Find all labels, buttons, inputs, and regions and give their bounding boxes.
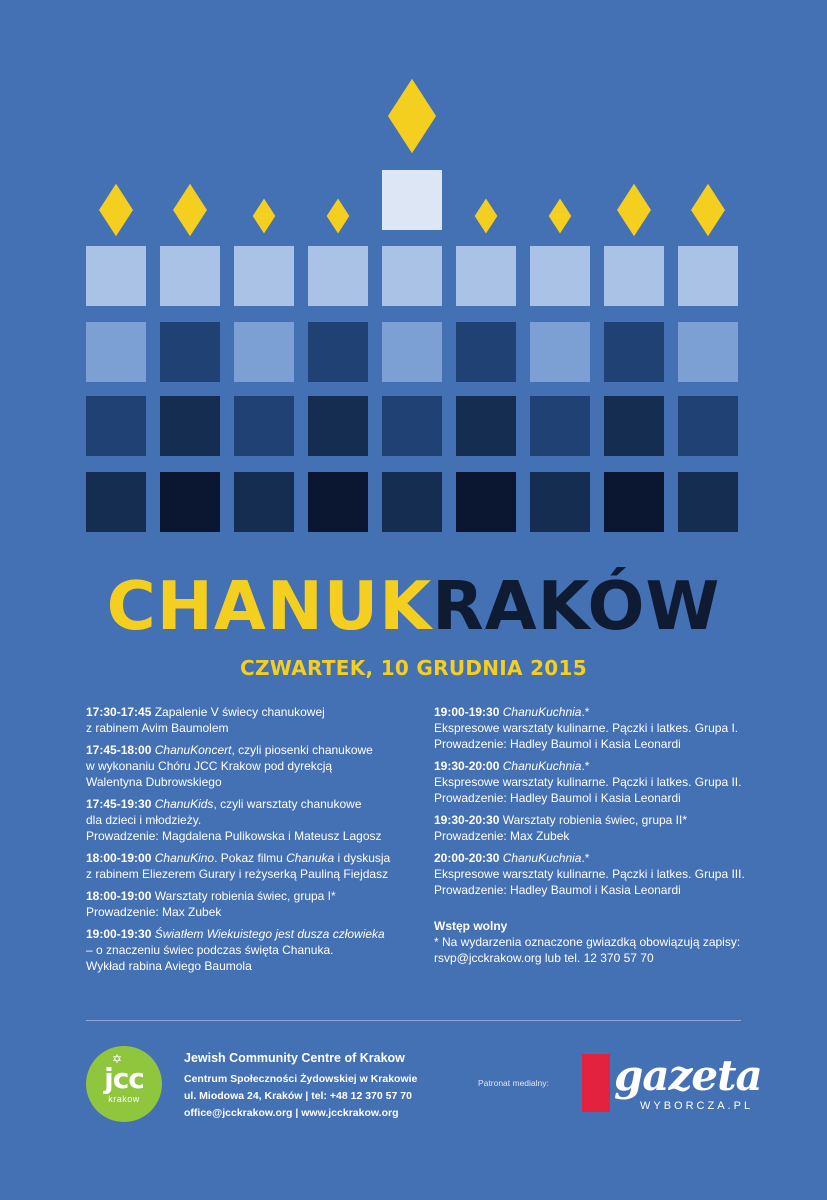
entry-line: Prowadzenie: Hadley Baumol i Kasia Leonardi (434, 883, 681, 897)
gazeta-logo-sub: WYBORCZA.PL (640, 1100, 754, 1112)
schedule-entry (86, 888, 406, 920)
menorah-square (530, 246, 590, 306)
entry-text: , czyli warsztaty chanukowe (213, 797, 362, 811)
event-title (0, 566, 827, 646)
flame-icon (388, 79, 436, 154)
menorah-square (678, 472, 738, 532)
flame-icon (691, 184, 725, 237)
entry-line: Prowadzenie: Hadley Baumol i Kasia Leonardi (434, 737, 681, 751)
entry-time: 19:00-19:30 (434, 705, 500, 719)
entry-line: Prowadzenie: Max Zubek (86, 905, 222, 919)
menorah-square (86, 322, 146, 382)
event-date: CZWARTEK, 10 GRUDNIA 2015 (240, 656, 587, 680)
entry-title: ChanuKuchnia (499, 705, 582, 719)
menorah-square (160, 396, 220, 456)
entry-time: 20:00-20:30 (434, 851, 500, 865)
divider (86, 1020, 741, 1021)
menorah-square (382, 322, 442, 382)
org-info (184, 1050, 424, 1122)
entry-time: 19:30-20:00 (434, 759, 500, 773)
entry-time: 17:30-17:45 (86, 705, 152, 719)
schedule-right (434, 704, 754, 966)
schedule-entry (86, 850, 406, 882)
flame-icon (617, 184, 651, 237)
entry-text: Warsztaty robienia świec, grupa II* (499, 813, 688, 827)
menorah-grid (0, 0, 827, 560)
free-entry-label: Wstęp wolny (434, 919, 508, 933)
entry-line: z rabinem Avim Baumolem (86, 721, 229, 735)
entry-line: Ekspresowe warsztaty kulinarne. Pączki i latkes. Grupa III. (434, 867, 745, 881)
org-name: Jewish Community Centre of Krakow (184, 1051, 405, 1065)
menorah-square (678, 322, 738, 382)
entry-title: Światłem Wiekuistego jest dusza człowieka (151, 927, 385, 941)
menorah-square (382, 396, 442, 456)
entry-line: z rabinem Eliezerem Gurary i reżyserką Pauliną Fiejdasz (86, 867, 389, 881)
logo-subtext: krakow (108, 1094, 140, 1104)
menorah-square (160, 246, 220, 306)
gazeta-logo-bar (582, 1054, 610, 1112)
gazeta-logo: gazeta (614, 1051, 762, 1100)
menorah-square (86, 246, 146, 306)
entry-line: Ekspresowe warsztaty kulinarne. Pączki i latkes. Grupa II. (434, 775, 742, 789)
menorah-square (604, 472, 664, 532)
entry-title-2: Chanuka (286, 851, 335, 865)
menorah-square (604, 246, 664, 306)
menorah-square (604, 396, 664, 456)
org-line-3: office@jcckrakow.org | www.jcckrakow.org (184, 1107, 399, 1119)
org-line-1: Centrum Społeczności Żydowskiej w Krakowie (184, 1073, 418, 1085)
menorah-square (678, 246, 738, 306)
flame-icon (99, 184, 133, 237)
flame-icon (327, 198, 350, 233)
entry-time: 18:00-19:00 (86, 889, 152, 903)
menorah-square (678, 396, 738, 456)
menorah-square (86, 396, 146, 456)
registration-note: * Na wydarzenia oznaczone gwiazdką obowiązują zapisy: (434, 935, 741, 949)
patronat-label: Patronat medialny: (478, 1078, 549, 1088)
flame-icon (173, 184, 207, 237)
entry-line: – o znaczeniu świec podczas święta Chanuka. (86, 943, 334, 957)
menorah-square (308, 322, 368, 382)
entry-title: ChanuKino (151, 851, 215, 865)
title-part-dark: RA (432, 567, 538, 645)
jcc-logo (86, 1046, 162, 1122)
schedule-left (86, 704, 406, 980)
menorah-square (456, 472, 516, 532)
entry-title: ChanuKuchnia (499, 759, 582, 773)
menorah-square (456, 396, 516, 456)
entry-text: Zapalenie V świecy chanukowej (151, 705, 325, 719)
menorah-square (456, 322, 516, 382)
entry-line: Prowadzenie: Magdalena Pulikowska i Mateusz Lagosz (86, 829, 382, 843)
menorah-square (160, 472, 220, 532)
menorah-square (382, 472, 442, 532)
schedule-entry (86, 926, 406, 974)
entry-line: Wykład rabina Aviego Baumola (86, 959, 252, 973)
menorah-square (234, 322, 294, 382)
entry-title: ChanuKoncert (151, 743, 232, 757)
title-part-dark-2: KÓW (537, 567, 721, 645)
menorah-square (234, 396, 294, 456)
entry-line: Ekspresowe warsztaty kulinarne. Pączki i latkes. Grupa I. (434, 721, 739, 735)
title-part-yellow: CHANUK (106, 567, 433, 645)
entry-time: 18:00-19:00 (86, 851, 152, 865)
menorah-square (308, 472, 368, 532)
flame-icon (475, 198, 498, 233)
entry-text: .* (581, 851, 590, 865)
entry-text: .* (581, 705, 590, 719)
flame-icon (549, 198, 572, 233)
shamash-candle (382, 170, 442, 230)
menorah-square (308, 396, 368, 456)
org-line-2: ul. Miodowa 24, Kraków | tel: +48 12 370 57 70 (184, 1090, 412, 1102)
logo-text: jcc (104, 1062, 144, 1095)
menorah-square (456, 246, 516, 306)
menorah-square (382, 246, 442, 306)
entry-line: Walentyna Dubrowskiego (86, 775, 222, 789)
star-icon: ✡ (112, 1052, 123, 1066)
menorah-square (530, 396, 590, 456)
menorah-square (530, 472, 590, 532)
entry-time: 19:30-20:30 (434, 813, 500, 827)
entry-line: w wykonaniu Chóru JCC Krakow pod dyrekcją (86, 759, 333, 773)
schedule-entry (434, 704, 754, 752)
entry-text-2: i dyskusja (334, 851, 391, 865)
menorah-square (86, 472, 146, 532)
entry-text: .* (581, 759, 590, 773)
flame-icon (253, 198, 276, 233)
schedule-entry (86, 704, 406, 736)
entry-time: 17:45-19:30 (86, 797, 152, 811)
entry-text: , czyli piosenki chanukowe (231, 743, 373, 757)
schedule-entry (434, 758, 754, 806)
entry-text: Warsztaty robienia świec, grupa I* (151, 889, 336, 903)
menorah-square (604, 322, 664, 382)
schedule-entry (86, 742, 406, 790)
entry-title: ChanuKuchnia (499, 851, 582, 865)
menorah-square (530, 322, 590, 382)
schedule-entry (434, 850, 754, 898)
entry-time: 17:45-18:00 (86, 743, 152, 757)
menorah-square (234, 246, 294, 306)
schedule-entry (434, 812, 754, 844)
registration-note: rsvp@jcckrakow.org lub tel. 12 370 57 70 (434, 951, 654, 965)
entry-line: dla dzieci i młodzieży. (86, 813, 202, 827)
menorah-square (160, 322, 220, 382)
entry-text: . Pokaz filmu (214, 851, 287, 865)
schedule-entry (86, 796, 406, 844)
entry-title: ChanuKids (151, 797, 214, 811)
entry-line: Prowadzenie: Hadley Baumol i Kasia Leonardi (434, 791, 681, 805)
menorah-square (234, 472, 294, 532)
entry-line: Prowadzenie: Max Zubek (434, 829, 570, 843)
entry-time: 19:00-19:30 (86, 927, 152, 941)
menorah-square (308, 246, 368, 306)
